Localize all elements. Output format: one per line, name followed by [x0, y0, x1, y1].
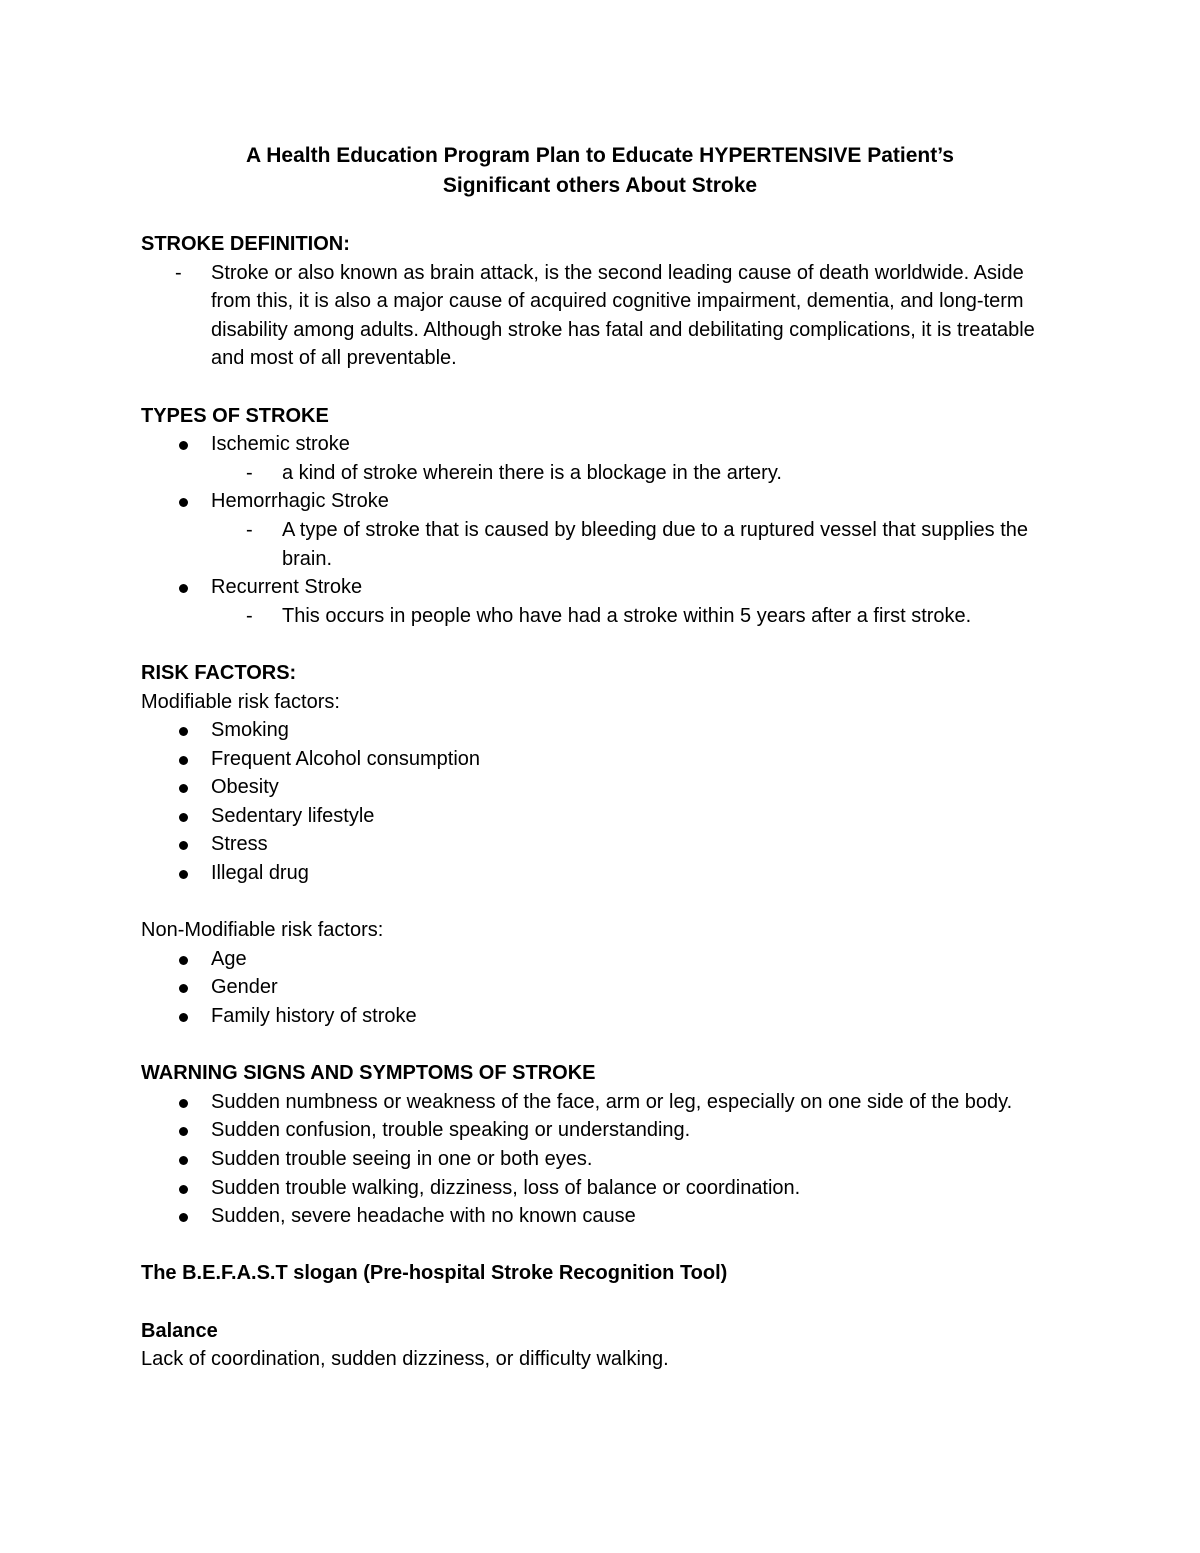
- list-item: [141, 1002, 1061, 1031]
- risk-factor: Obesity: [211, 776, 279, 799]
- bullet-icon: [179, 1213, 188, 1222]
- risk-factor: Family history of stroke: [211, 1005, 417, 1028]
- dash-marker: -: [246, 461, 253, 484]
- list-item: [141, 487, 1061, 516]
- list-item: [141, 802, 1061, 831]
- bullet-icon: [179, 870, 188, 879]
- list-item: [141, 602, 1061, 631]
- list-item: [141, 1088, 1061, 1117]
- list-item: [141, 1174, 1061, 1203]
- bullet-icon: [179, 956, 188, 965]
- bullet-icon: [179, 584, 188, 593]
- risk-factors-heading: RISK FACTORS:: [141, 661, 297, 684]
- warning-signs-heading: WARNING SIGNS AND SYMPTOMS OF STROKE: [141, 1062, 596, 1085]
- bullet-icon: [179, 1185, 188, 1194]
- befast-heading: The B.E.F.A.S.T slogan (Pre-hospital Stroke Recognition Tool): [141, 1262, 728, 1285]
- risk-factor: Stress: [211, 833, 268, 856]
- list-item: [141, 716, 1061, 745]
- bullet-icon: [179, 841, 188, 850]
- stroke-type-name: Recurrent Stroke: [211, 576, 363, 599]
- warning-sign: Sudden, severe headache with no known cause: [211, 1205, 636, 1228]
- dash-marker: -: [175, 261, 182, 284]
- list-item: [141, 1145, 1061, 1174]
- risk-factor: Gender: [211, 976, 278, 999]
- title-line-2: Significant others About Stroke: [442, 174, 758, 197]
- document-title: [100, 141, 1100, 201]
- definition-text: Stroke or also known as brain attack, is the second leading cause of death worldwide. Aside from this, it is also a major cause of acquired cognitive impairment, dementia, and long-term disability among adults. Although stroke has fatal and debilitating complications, it is treatable and most of all preventable.: [211, 261, 1035, 370]
- balance-text: Lack of coordination, sudden dizziness, or difficulty walking.: [141, 1348, 669, 1371]
- dash-marker: -: [246, 604, 253, 627]
- risk-factor: Age: [211, 947, 247, 970]
- non-modifiable-label: Non-Modifiable risk factors:: [141, 919, 384, 942]
- definition-heading: STROKE DEFINITION:: [141, 233, 350, 255]
- list-item: [141, 945, 1061, 974]
- list-item: [141, 459, 1061, 488]
- title-line-1: A Health Education Program Plan to Educate HYPERTENSIVE Patient’s: [246, 144, 954, 167]
- dash-marker: -: [246, 518, 253, 541]
- bullet-icon: [179, 756, 188, 765]
- risk-factor: Smoking: [211, 719, 289, 742]
- list-item: [141, 573, 1061, 602]
- stroke-type-desc: a kind of stroke wherein there is a blockage in the artery.: [282, 461, 782, 484]
- bullet-icon: [179, 727, 188, 736]
- types-heading: TYPES OF STROKE: [141, 404, 329, 427]
- stroke-type-name: Hemorrhagic Stroke: [211, 490, 389, 513]
- stroke-type-name: Ischemic stroke: [211, 433, 350, 456]
- bullet-icon: [179, 784, 188, 793]
- document-body: [141, 230, 1061, 1374]
- bullet-icon: [179, 984, 188, 993]
- risk-factor: Sedentary lifestyle: [211, 804, 375, 827]
- list-item: [141, 773, 1061, 802]
- modifiable-label: Modifiable risk factors:: [141, 690, 340, 713]
- bullet-icon: [179, 441, 188, 450]
- warning-sign: Sudden trouble walking, dizziness, loss of balance or coordination.: [211, 1176, 801, 1199]
- warning-sign: Sudden trouble seeing in one or both eyes.: [211, 1148, 593, 1170]
- list-item: [141, 1116, 1061, 1145]
- bullet-icon: [179, 1156, 188, 1165]
- stroke-type-desc: This occurs in people who have had a stroke within 5 years after a first stroke.: [282, 604, 972, 627]
- list-item: [141, 830, 1061, 859]
- balance-title: Balance: [141, 1319, 218, 1342]
- list-item: [141, 1202, 1061, 1231]
- risk-factor: Illegal drug: [211, 862, 309, 885]
- bullet-icon: [179, 1013, 188, 1022]
- bullet-icon: [179, 813, 188, 822]
- list-item: [141, 745, 1061, 774]
- bullet-icon: [179, 498, 188, 507]
- risk-factor: Frequent Alcohol consumption: [211, 747, 481, 770]
- definition-item: [141, 259, 1061, 373]
- bullet-icon: [179, 1099, 188, 1108]
- list-item: [141, 973, 1061, 1002]
- list-item: [141, 430, 1061, 459]
- warning-sign: Sudden confusion, trouble speaking or understanding.: [211, 1119, 691, 1142]
- list-item: [141, 516, 1061, 573]
- stroke-type-desc: A type of stroke that is caused by bleeding due to a ruptured vessel that supplies the brain.: [282, 518, 1029, 570]
- list-item: [141, 859, 1061, 888]
- warning-sign: Sudden numbness or weakness of the face, arm or leg, especially on one side of the body.: [211, 1090, 1013, 1113]
- bullet-icon: [179, 1127, 188, 1136]
